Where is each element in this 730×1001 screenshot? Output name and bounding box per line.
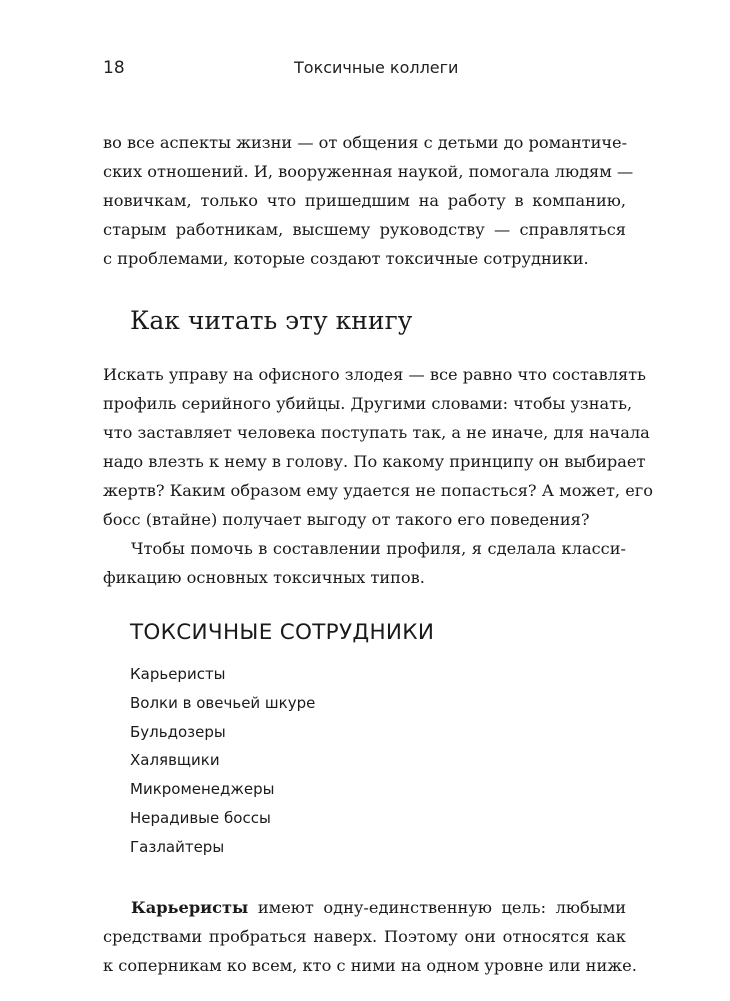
intro-line: во все аспекты жизни — от общения с детьми до романтиче- [103,133,628,152]
section-heading: Как читать эту книгу [130,306,413,335]
paragraph-line: Искать управу на офисного злодея — все равно что составлять [103,365,646,384]
closing-line: к соперникам ко всем, кто с ними на одном уровне или ниже. [103,956,637,975]
running-head [0,58,730,82]
intro-line: с проблемами, которые создают токсичные сотрудники. [103,249,589,268]
list-item: Микроменеджеры [130,780,275,799]
intro-line: ских отношений. И, вооруженная наукой, помогала людям — [103,162,634,181]
intro-line: новичкам, только что пришедшим на работу в компанию, [103,191,626,210]
paragraph-line: надо влезть к нему в голову. По какому принципу он выбирает [103,452,646,471]
closing-line [103,893,626,923]
paragraph-line: Чтобы помочь в составлении профиля, я сделала класси- [131,539,626,558]
paragraph-line: что заставляет человека поступать так, а не иначе, для начала [103,423,650,442]
closing-line: средствами пробраться наверх. Поэтому они относятся как [103,927,626,946]
list-item: Халявщики [130,751,220,770]
closing-text: имеют одну-единственную цель: любыми [248,898,626,917]
paragraph-line: жертв? Каким образом ему удается не попасться? А может, его [103,481,653,500]
page-number: 18 [103,58,125,78]
list-item: Бульдозеры [130,722,226,741]
list-item: Нерадивые боссы [130,808,271,827]
list-item: Газлайтеры [130,837,225,856]
running-title: Токсичные коллеги [294,58,459,77]
paragraph-line: босс (втайне) получает выгоду от такого его поведения? [103,510,590,529]
toxic-types-heading: ТОКСИЧНЫЕ СОТРУДНИКИ [130,620,435,645]
intro-line: старым работникам, высшему руководству — справляться [103,220,626,239]
bold-term: Карьеристы [131,898,249,917]
paragraph-line: профиль серийного убийцы. Другими словами: чтобы узнать, [103,394,633,413]
paragraph-line: фикацию основных токсичных типов. [103,568,425,587]
toxic-types-list [130,660,315,862]
list-item: Волки в овечьей шкуре [130,693,316,712]
list-item: Карьеристы [130,665,226,683]
